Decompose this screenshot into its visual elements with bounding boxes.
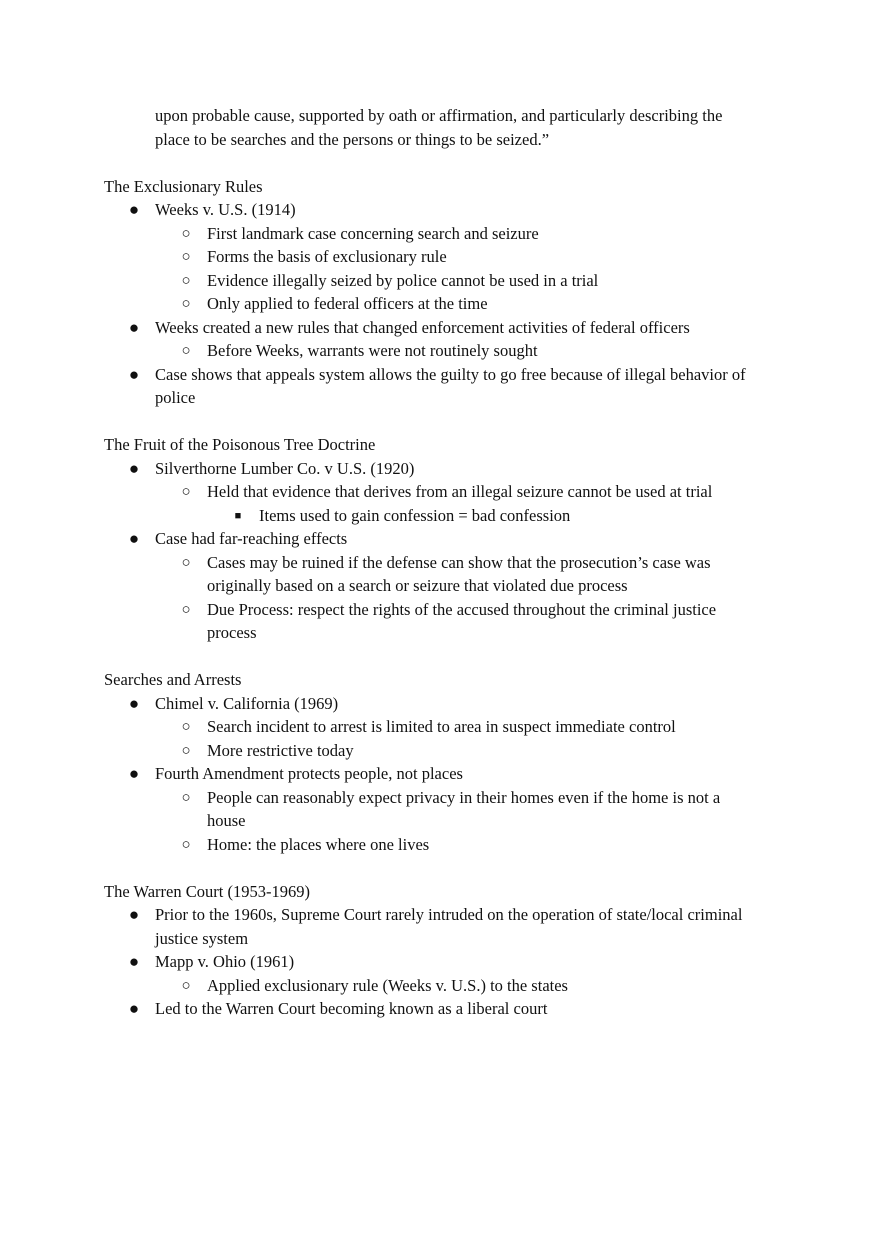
bullet-dot-icon: ● (128, 905, 140, 924)
list-item-text: house (207, 811, 246, 830)
bullet-dot-icon: ● (128, 364, 140, 384)
bullet-circle-icon: ○ (181, 272, 191, 289)
list-item-text: Weeks v. U.S. (1914) (155, 200, 296, 219)
bullet-circle-icon: ○ (181, 742, 191, 759)
list-item-text: Before Weeks, warrants were not routinely sought (207, 341, 538, 360)
intro-line: place to be searches and the persons or things to be seized.” (155, 129, 550, 149)
list-item-text: process (207, 623, 257, 642)
bullet-circle-icon: ○ (181, 343, 191, 359)
bullet-circle-icon: ○ (181, 296, 191, 312)
bullet-circle-icon: ○ (181, 977, 191, 994)
list-item-text: Due Process: respect the rights of the accused throughout the criminal justice (207, 599, 717, 619)
bullet-circle-icon: ○ (181, 554, 191, 571)
bullet-circle-icon: ○ (181, 789, 191, 806)
list-item-text: Led to the Warren Court becoming known as a liberal court (155, 999, 548, 1018)
list-item-text: Items used to gain confession = bad confession (259, 505, 571, 525)
list-item-text: Fourth Amendment protects people, not places (155, 764, 463, 783)
list-item-text: First landmark case concerning search and seizure (207, 223, 539, 243)
list-item-text: Prior to the 1960s, Supreme Court rarely intruded on the operation of state/local criminal (155, 905, 743, 924)
section-heading: The Fruit of the Poisonous Tree Doctrine (104, 435, 376, 454)
bullet-dot-icon: ● (128, 458, 140, 478)
list-item-text: justice system (155, 928, 249, 948)
intro-line: upon probable cause, supported by oath or affirmation, and particularly describing the (155, 106, 723, 125)
list-item-text: Home: the places where one lives (207, 834, 430, 854)
bullet-circle-icon: ○ (181, 601, 191, 618)
bullet-dot-icon: ● (128, 317, 140, 337)
list-item-text: originally based on a search or seizure that violated due process (207, 576, 628, 595)
list-item-text: People can reasonably expect privacy in their homes even if the home is not a (207, 787, 721, 807)
list-item-text: Only applied to federal officers at the time (207, 294, 488, 313)
bullet-dot-icon: ● (128, 999, 140, 1018)
bullet-square-icon: ■ (234, 509, 242, 522)
bullet-circle-icon: ○ (181, 836, 191, 853)
list-item-text: More restrictive today (207, 740, 354, 760)
bullet-circle-icon: ○ (181, 249, 191, 265)
section-heading: The Warren Court (1953-1969) (104, 881, 310, 901)
list-item-text: Cases may be ruined if the defense can show that the prosecution’s case was (207, 552, 711, 572)
bullet-circle-icon: ○ (181, 225, 191, 242)
list-item-text: Evidence illegally seized by police cannot be used in a trial (207, 270, 599, 290)
bullet-dot-icon: ● (128, 952, 140, 971)
list-item-text: Chimel v. California (1969) (155, 693, 339, 713)
list-item-text: Case had far-reaching effects (155, 529, 348, 548)
list-item-text: Silverthorne Lumber Co. v U.S. (1920) (155, 458, 415, 478)
bullet-dot-icon: ● (128, 764, 140, 783)
list-item-text: Case shows that appeals system allows the guilty to go free because of illegal behavior of (155, 364, 746, 384)
list-item-text: Held that evidence that derives from an illegal seizure cannot be used at trial (207, 482, 713, 501)
list-item-text: Forms the basis of exclusionary rule (207, 247, 447, 266)
bullet-circle-icon: ○ (181, 719, 191, 735)
section-heading: Searches and Arrests (104, 670, 242, 689)
section-heading: The Exclusionary Rules (104, 176, 263, 196)
bullet-dot-icon: ● (128, 693, 140, 713)
bullet-circle-icon: ○ (181, 484, 191, 500)
list-item-text: Applied exclusionary rule (Weeks v. U.S.) to the states (207, 975, 568, 995)
bullet-dot-icon: ● (128, 529, 140, 548)
list-item-text: Weeks created a new rules that changed enforcement activities of federal officers (155, 317, 690, 337)
list-item-text: Mapp v. Ohio (1961) (155, 952, 295, 971)
bullet-dot-icon: ● (128, 200, 140, 219)
list-item-text: police (155, 388, 196, 407)
list-item-text: Search incident to arrest is limited to area in suspect immediate control (207, 717, 676, 736)
